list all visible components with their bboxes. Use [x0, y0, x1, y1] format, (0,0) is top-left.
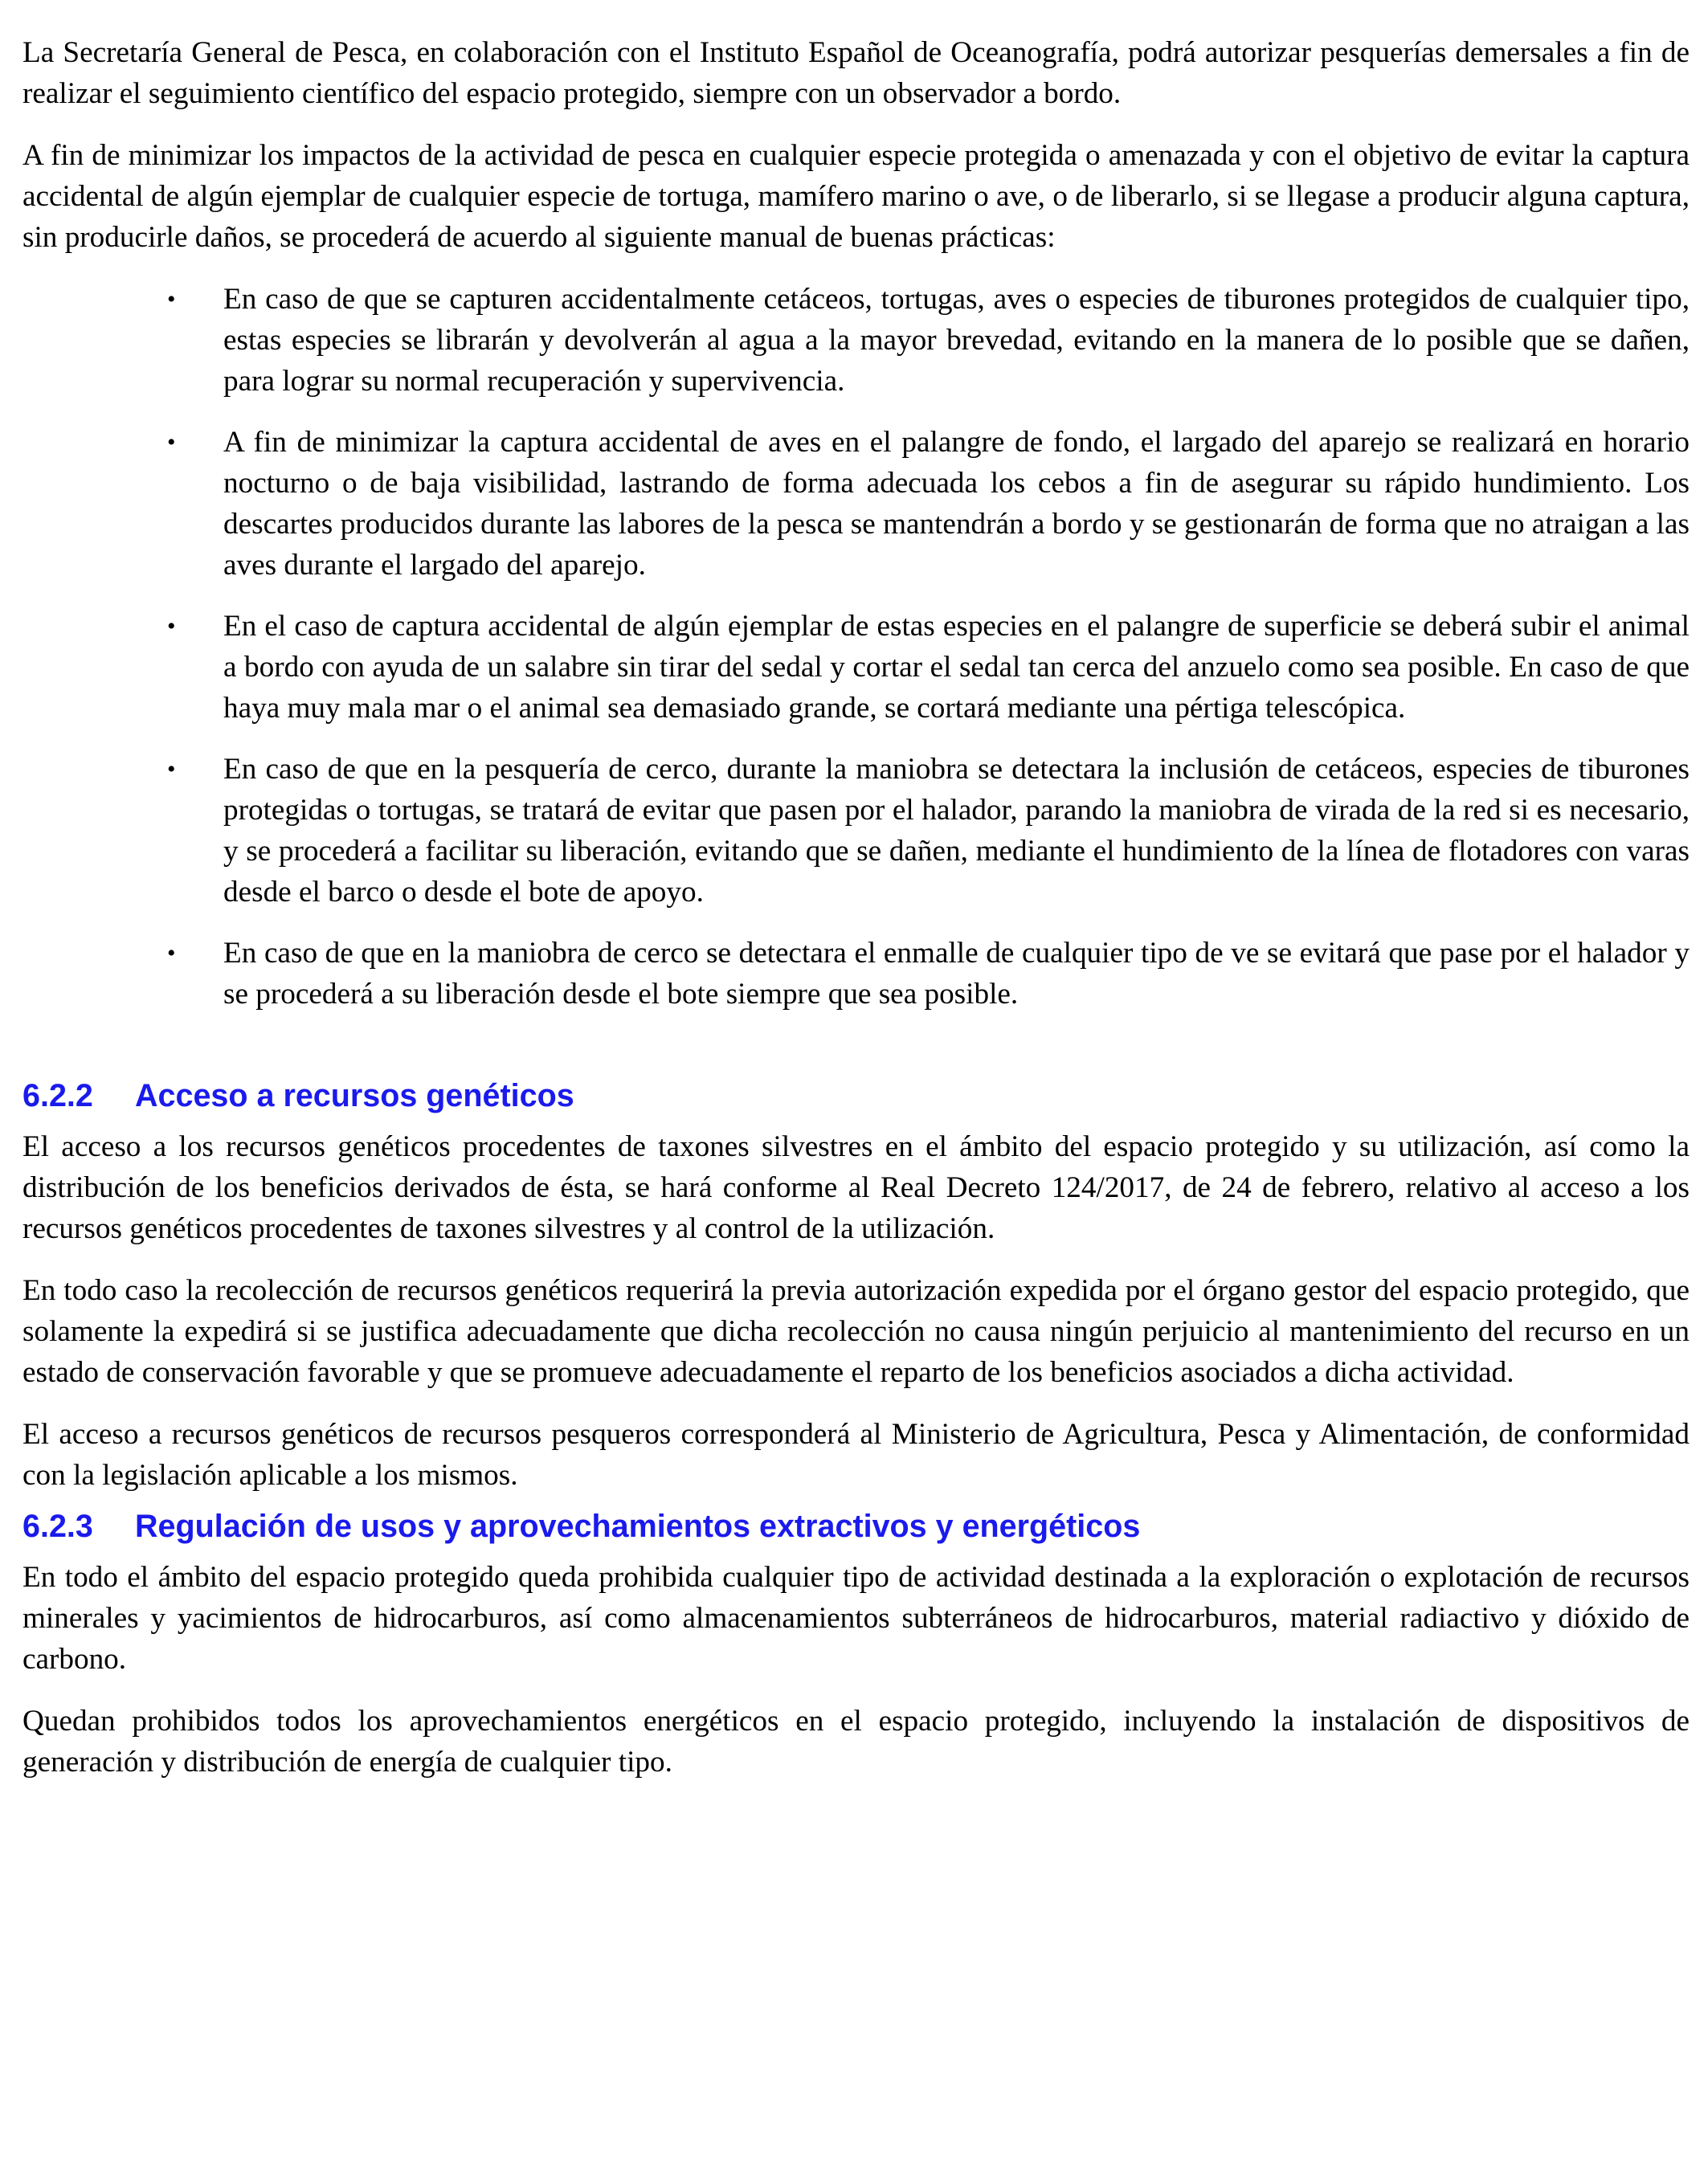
list-item: [22, 606, 1690, 729]
section-6-2-2-paragraph-1: El acceso a los recursos genéticos procedentes de taxones silvestres en el ámbito del espacio protegido y su utilización, así como la distribución de los beneficios derivados de ésta, se hará conforme al Real Decreto 124/2017, de 24 de febrero, relativo al acceso a los recursos genéticos procedentes de taxones silvestres y al control de la utilización.: [22, 1130, 1690, 1245]
list-item: [22, 279, 1690, 402]
bullet-icon: •: [167, 613, 176, 639]
intro-paragraph-2: A fin de minimizar los impactos de la actividad de pesca en cualquier especie protegida o amenazada y con el objetivo de evitar la captura accidental de algún ejemplar de cualquier especie de tortuga, mamífero marino o ave, o de liberarlo, si se llegase a producir alguna captura, sin producirle daños, se procederá de acuerdo al siguiente manual de buenas prácticas:: [22, 139, 1690, 254]
section-heading-6-2-3: [22, 1505, 1690, 1547]
document-page: [22, 32, 1690, 1803]
section-title: Acceso a recursos genéticos: [135, 1078, 574, 1113]
bullet-icon: •: [167, 940, 176, 966]
section-6-2-3-paragraph-1: En todo el ámbito del espacio protegido queda prohibida cualquier tipo de actividad destinada a la exploración o explotación de recursos minerales y yacimientos de hidrocarburos, así como almacenamientos subterráneos de hidrocarburos, material radiactivo y dióxido de carbono.: [22, 1561, 1690, 1676]
section-number: 6.2.2: [22, 1078, 93, 1113]
bullet-icon: •: [167, 286, 176, 312]
section-title: Regulación de usos y aprovechamientos extractivos y energéticos: [135, 1509, 1141, 1544]
list-item-text: En caso de que se capturen accidentalmente cetáceos, tortugas, aves o especies de tiburones protegidos de cualquier tipo, estas especies se librarán y devolverán al agua a la mayor brevedad, evitando en la manera de lo posible que se dañen, para lograr su normal recuperación y supervivencia.: [223, 283, 1690, 398]
good-practices-list: [22, 279, 1690, 1015]
list-item: [22, 933, 1690, 1015]
list-item: [22, 749, 1690, 913]
section-heading-6-2-2: [22, 1075, 1690, 1117]
bullet-icon: •: [167, 756, 176, 782]
list-item-text: En caso de que en la maniobra de cerco se detectara el enmalle de cualquier tipo de ve se evitará que pase por el halador y se procederá a su liberación desde el bote siempre que sea posible.: [223, 937, 1690, 1011]
list-item: [22, 422, 1690, 586]
section-6-2-2-paragraph-2: En todo caso la recolección de recursos genéticos requerirá la previa autorización expedida por el órgano gestor del espacio protegido, que solamente la expedirá si se justifica adecuadamente que dicha recolección no causa ningún perjuicio al mantenimiento del recurso en un estado de conservación favorable y que se promueve adecuadamente el reparto de los beneficios asociados a dicha actividad.: [22, 1274, 1690, 1389]
section-number: 6.2.3: [22, 1509, 93, 1544]
section-6-2-2-paragraph-3: El acceso a recursos genéticos de recursos pesqueros corresponderá al Ministerio de Agricultura, Pesca y Alimentación, de conformidad con la legislación aplicable a los mismos.: [22, 1418, 1690, 1492]
list-item-text: A fin de minimizar la captura accidental de aves en el palangre de fondo, el largado del aparejo se realizará en horario nocturno o de baja visibilidad, lastrando de forma adecuada los cebos a fin de asegurar su rápido hundimiento. Los descartes producidos durante las labores de la pesca se mantendrán a bordo y se gestionarán de forma que no atraigan a las aves durante el largado del aparejo.: [223, 426, 1690, 582]
intro-paragraph-1: La Secretaría General de Pesca, en colaboración con el Instituto Español de Oceanografía, podrá autorizar pesquerías demersales a fin de realizar el seguimiento científico del espacio protegido, siempre con un observador a bordo.: [22, 36, 1690, 110]
list-item-text: En caso de que en la pesquería de cerco, durante la maniobra se detectara la inclusión de cetáceos, especies de tiburones protegidas o tortugas, se tratará de evitar que pasen por el halador, parando la maniobra de virada de la red si es necesario, y se procederá a facilitar su liberación, evitando que se dañen, mediante el hundimiento de la línea de flotadores con varas desde el barco o desde el bote de apoyo.: [223, 753, 1690, 909]
list-item-text: En el caso de captura accidental de algún ejemplar de estas especies en el palangre de superficie se deberá subir el animal a bordo con ayuda de un salabre sin tirar del sedal y cortar el sedal tan cerca del anzuelo como sea posible. En caso de que haya muy mala mar o el animal sea demasiado grande, se cortará mediante una pértiga telescópica.: [223, 610, 1690, 725]
bullet-icon: •: [167, 429, 176, 455]
section-6-2-3-paragraph-2: Quedan prohibidos todos los aprovechamientos energéticos en el espacio protegido, incluyendo la instalación de dispositivos de generación y distribución de energía de cualquier tipo.: [22, 1705, 1690, 1779]
